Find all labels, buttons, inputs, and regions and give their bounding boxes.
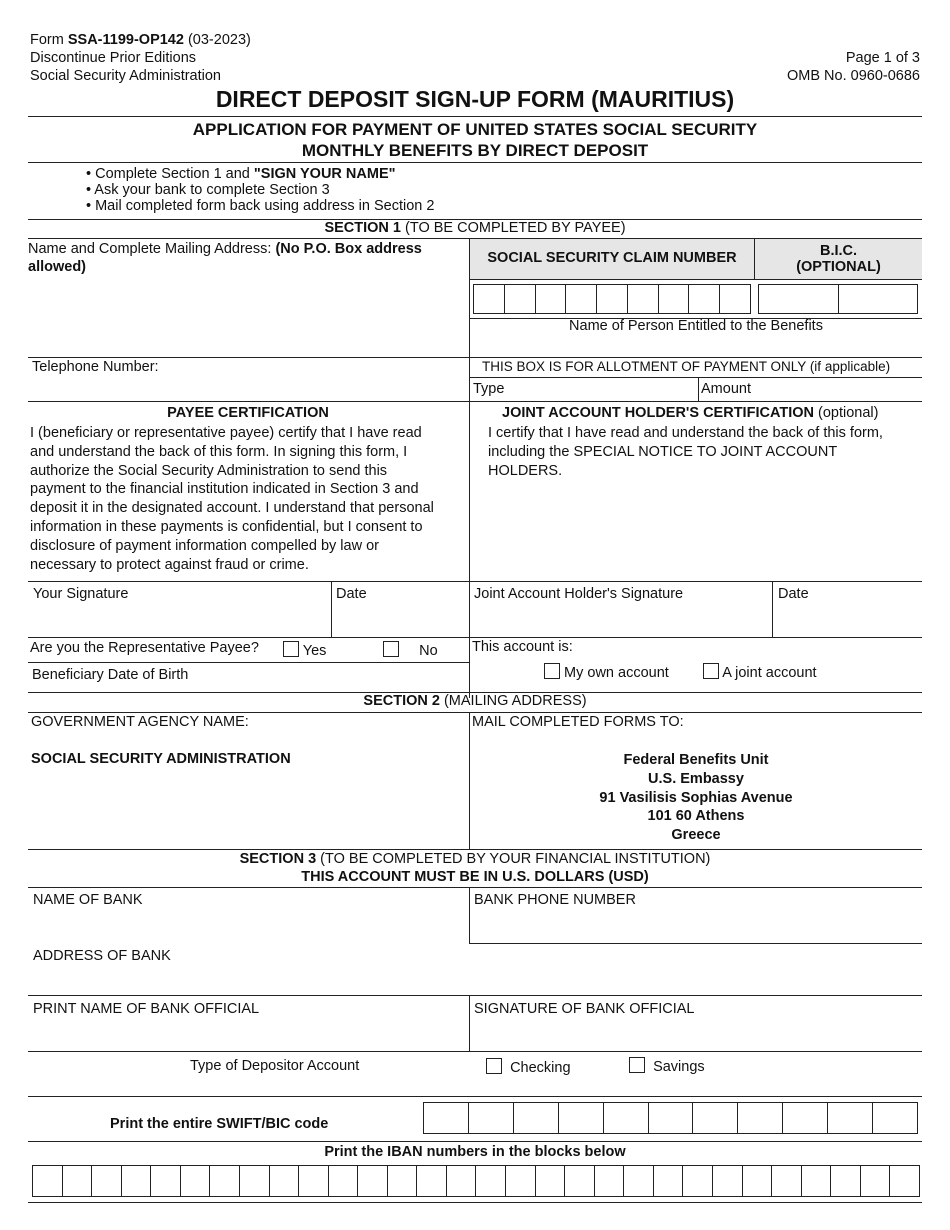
joint-cert-title: JOINT ACCOUNT HOLDER'S CERTIFICATION (optional)	[502, 405, 879, 421]
swift-char-box[interactable]	[738, 1103, 783, 1133]
form-prefix: Form	[30, 32, 68, 48]
bic-box[interactable]	[839, 285, 918, 313]
swift-label: Print the entire SWIFT/BIC code	[110, 1116, 329, 1132]
payee-cert-line: authorize the Social Security Administration to send this	[30, 462, 388, 479]
bic-header: B.I.C. (OPTIONAL)	[796, 243, 881, 275]
payee-cert-line: disclosure of payment information compelled by law or	[30, 537, 379, 554]
iban-char-box[interactable]	[417, 1166, 447, 1196]
iban-char-box[interactable]	[181, 1166, 211, 1196]
claim-digit-box[interactable]	[689, 285, 720, 313]
iban-char-box[interactable]	[595, 1166, 625, 1196]
claim-digit-box[interactable]	[628, 285, 659, 313]
swift-char-box[interactable]	[649, 1103, 694, 1133]
section-3-heading: SECTION 3 (TO BE COMPLETED BY YOUR FINANCIAL INSTITUTION) THIS ACCOUNT MUST BE IN U.S. DOLLARS (USD)	[0, 850, 950, 886]
no-checkbox[interactable]	[383, 641, 399, 657]
iban-char-box[interactable]	[654, 1166, 684, 1196]
allotment-amount-field[interactable]: Amount	[701, 381, 751, 397]
iban-char-box[interactable]	[802, 1166, 832, 1196]
claim-digit-box[interactable]	[597, 285, 628, 313]
claim-digit-box[interactable]	[720, 285, 750, 313]
address-line: 101 60 Athens	[647, 808, 745, 825]
swift-char-box[interactable]	[424, 1103, 469, 1133]
claim-digit-box[interactable]	[566, 285, 597, 313]
agency-name: Social Security Administration	[30, 68, 221, 84]
checking-checkbox[interactable]	[486, 1058, 502, 1074]
iban-char-box[interactable]	[536, 1166, 566, 1196]
claim-digit-box[interactable]	[505, 285, 536, 313]
rep-payee-no-option[interactable]: No	[383, 641, 438, 659]
usd-note: THIS ACCOUNT MUST BE IN U.S. DOLLARS (USD)	[301, 869, 649, 885]
iban-char-box[interactable]	[210, 1166, 240, 1196]
own-account-option[interactable]: My own account	[544, 663, 669, 681]
rep-payee-yes-option[interactable]: Yes	[283, 641, 326, 659]
claim-number-boxes[interactable]	[473, 284, 751, 314]
iban-char-box[interactable]	[92, 1166, 122, 1196]
depositor-type-label: Type of Depositor Account	[190, 1058, 360, 1074]
address-line: Greece	[671, 827, 721, 844]
swift-char-box[interactable]	[559, 1103, 604, 1133]
joint-account-checkbox[interactable]	[703, 663, 719, 679]
iban-char-box[interactable]	[743, 1166, 773, 1196]
official-signature-field[interactable]: SIGNATURE OF BANK OFFICIAL	[474, 1001, 695, 1017]
yes-checkbox[interactable]	[283, 641, 299, 657]
swift-char-box[interactable]	[873, 1103, 917, 1133]
bank-name-field[interactable]: NAME OF BANK	[33, 892, 143, 908]
mailing-address	[470, 751, 922, 845]
address-line: Federal Benefits Unit	[623, 752, 769, 768]
iban-char-box[interactable]	[329, 1166, 359, 1196]
swift-boxes[interactable]	[423, 1102, 918, 1134]
bic-box[interactable]	[759, 285, 839, 313]
payee-cert-line: necessary to protect against fraud or crime.	[30, 556, 309, 573]
signature-date-field[interactable]: Date	[336, 586, 367, 602]
payee-cert-title: PAYEE CERTIFICATION	[167, 405, 329, 421]
page-number: Page 1 of 3	[845, 50, 920, 66]
claim-digit-box[interactable]	[474, 285, 505, 313]
bank-address-field[interactable]: ADDRESS OF BANK	[33, 948, 171, 964]
page-info	[787, 49, 920, 85]
allotment-label: THIS BOX IS FOR ALLOTMENT OF PAYMENT ONLY (if applicable)	[482, 359, 891, 374]
iban-char-box[interactable]	[63, 1166, 93, 1196]
your-signature-field[interactable]: Your Signature	[33, 586, 129, 602]
swift-char-box[interactable]	[828, 1103, 873, 1133]
savings-option[interactable]: Savings	[629, 1057, 705, 1075]
savings-checkbox[interactable]	[629, 1057, 645, 1073]
bank-phone-field[interactable]: BANK PHONE NUMBER	[474, 892, 636, 908]
joint-signature-field[interactable]: Joint Account Holder's Signature	[474, 586, 684, 602]
iban-char-box[interactable]	[713, 1166, 743, 1196]
swift-char-box[interactable]	[514, 1103, 559, 1133]
iban-char-box[interactable]	[683, 1166, 713, 1196]
name-address-field[interactable]: Name and Complete Mailing Address: (No P.O. Box address allowed)	[28, 241, 422, 275]
address-line: U.S. Embassy	[648, 770, 744, 787]
subtitle-line-1: APPLICATION FOR PAYMENT OF UNITED STATES SOCIAL SECURITY	[192, 120, 758, 139]
official-name-field[interactable]: PRINT NAME OF BANK OFFICIAL	[33, 1001, 260, 1017]
iban-char-box[interactable]	[447, 1166, 477, 1196]
payee-cert-line: information in these payments is confidential, but I consent to	[30, 518, 423, 535]
swift-char-box[interactable]	[693, 1103, 738, 1133]
iban-char-box[interactable]	[270, 1166, 300, 1196]
iban-char-box[interactable]	[624, 1166, 654, 1196]
form-number: SSA-1199-OP142	[67, 32, 184, 48]
joint-cert-text	[488, 424, 922, 480]
form-date: (03-2023)	[183, 32, 251, 48]
iban-char-box[interactable]	[240, 1166, 270, 1196]
swift-char-box[interactable]	[469, 1103, 514, 1133]
form-id-block	[30, 31, 251, 85]
rep-payee-question: Are you the Representative Payee?	[30, 640, 259, 656]
instruction-1: • Complete Section 1 and "SIGN YOUR NAME"	[86, 166, 396, 182]
claim-number-header: SOCIAL SECURITY CLAIM NUMBER	[487, 250, 737, 266]
joint-account-option[interactable]: A joint account	[703, 663, 817, 681]
payee-cert-line: deposit it in the designated account. I understand that personal	[30, 500, 434, 517]
instruction-3: • Mail completed form back using address in Section 2	[86, 198, 435, 214]
mail-to-label: MAIL COMPLETED FORMS TO:	[472, 714, 684, 730]
joint-cert-line: HOLDERS.	[488, 462, 563, 479]
checking-option[interactable]: Checking	[486, 1058, 571, 1076]
instruction-2: • Ask your bank to complete Section 3	[86, 182, 330, 198]
gov-agency-value: SOCIAL SECURITY ADMINISTRATION	[31, 751, 291, 767]
form-title: DIRECT DEPOSIT SIGN-UP FORM (MAURITIUS)	[215, 86, 735, 112]
iban-char-box[interactable]	[151, 1166, 181, 1196]
iban-char-box[interactable]	[506, 1166, 536, 1196]
account-is-label: This account is:	[472, 639, 573, 655]
iban-char-box[interactable]	[565, 1166, 595, 1196]
section-1-heading: SECTION 1 (TO BE COMPLETED BY PAYEE)	[324, 220, 626, 236]
payee-cert-line: payment to the financial institution indicated in Section 3 and	[30, 481, 419, 498]
bic-boxes[interactable]	[758, 284, 918, 314]
payee-cert-line: and understand the back of this form. In signing this form, I	[30, 443, 408, 460]
section-2-heading: SECTION 2 (MAILING ADDRESS)	[363, 693, 587, 709]
joint-cert-line: including the SPECIAL NOTICE TO JOINT ACCOUNT	[488, 443, 838, 460]
omb-number: OMB No. 0960-0686	[787, 68, 920, 84]
iban-char-box[interactable]	[358, 1166, 388, 1196]
iban-label: Print the IBAN numbers in the blocks below	[324, 1144, 626, 1160]
iban-char-box[interactable]	[861, 1166, 891, 1196]
payee-cert-text	[30, 424, 468, 574]
iban-char-box[interactable]	[476, 1166, 506, 1196]
swift-char-box[interactable]	[783, 1103, 828, 1133]
claim-digit-box[interactable]	[536, 285, 567, 313]
joint-cert-line: I certify that I have read and understand the back of this form,	[488, 425, 883, 441]
subtitle-line-2: MONTHLY BENEFITS BY DIRECT DEPOSIT	[301, 141, 649, 160]
entitled-name-label: Name of Person Entitled to the Benefits	[569, 318, 823, 334]
allotment-type-field[interactable]: Type	[473, 381, 505, 397]
instructions-list	[86, 166, 434, 214]
joint-date-field[interactable]: Date	[778, 586, 809, 602]
address-line: 91 Vasilisis Sophias Avenue	[599, 789, 793, 806]
iban-char-box[interactable]	[33, 1166, 63, 1196]
gov-agency-label: GOVERNMENT AGENCY NAME:	[31, 714, 249, 730]
iban-char-box[interactable]	[831, 1166, 861, 1196]
discontinue-note: Discontinue Prior Editions	[30, 50, 197, 66]
form-subtitle	[0, 119, 950, 161]
payee-cert-line: I (beneficiary or representative payee) certify that I have read	[30, 425, 422, 441]
iban-char-box[interactable]	[122, 1166, 152, 1196]
swift-char-box[interactable]	[604, 1103, 649, 1133]
telephone-field[interactable]: Telephone Number:	[32, 359, 159, 375]
claim-digit-box[interactable]	[659, 285, 690, 313]
iban-char-box[interactable]	[772, 1166, 802, 1196]
iban-char-box[interactable]	[890, 1166, 919, 1196]
iban-char-box[interactable]	[388, 1166, 418, 1196]
own-account-checkbox[interactable]	[544, 663, 560, 679]
beneficiary-dob-field[interactable]: Beneficiary Date of Birth	[32, 667, 189, 683]
iban-char-box[interactable]	[299, 1166, 329, 1196]
iban-boxes[interactable]	[32, 1165, 920, 1197]
